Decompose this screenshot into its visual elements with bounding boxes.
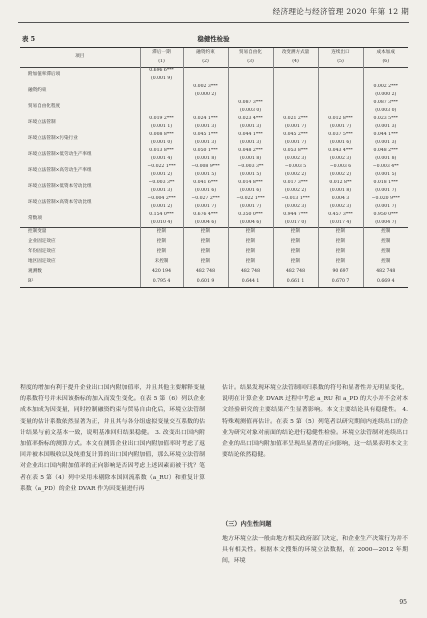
table-title: 稳健性检验 xyxy=(197,35,230,43)
se-cell: (0.001 2) xyxy=(140,204,183,212)
se-cell: (0.001 8) xyxy=(228,156,273,164)
journal-title: 经济理论与经济管理 2020 年第 12 期 xyxy=(272,7,409,16)
coef-cell: 控制 xyxy=(273,258,318,268)
coef-cell: 0.154 0*** xyxy=(140,212,183,220)
table-row xyxy=(20,212,408,220)
coef-cell: 0.024 1*** xyxy=(183,116,228,124)
coef-cell: 0.014 8*** xyxy=(228,180,273,188)
se-cell: (0.002 3) xyxy=(318,156,363,164)
se-cell: (0.001 1) xyxy=(140,124,183,132)
se-cell xyxy=(228,76,273,84)
item-header: 项目 xyxy=(20,48,140,68)
se-cell: (0.001 7) xyxy=(273,124,318,132)
se-cell xyxy=(140,108,183,116)
running-header xyxy=(18,6,409,22)
header-rule xyxy=(18,22,409,23)
row-label: 常数项 xyxy=(28,215,42,221)
coef-cell: 控制 xyxy=(363,238,408,248)
column-number: (1) xyxy=(140,59,183,68)
se-cell: (0.004 7) xyxy=(363,220,408,228)
coef-cell: 控制 xyxy=(273,238,318,248)
se-cell xyxy=(273,76,318,84)
coef-cell: 0.670 7 xyxy=(318,278,363,288)
robustness-table xyxy=(20,47,408,288)
se-cell: (0.001 3) xyxy=(363,140,408,148)
se-cell: (0.001 6) xyxy=(228,188,273,196)
coef-cell: 控制 xyxy=(318,258,363,268)
column-number: (5) xyxy=(318,59,363,68)
se-cell: (0.001 8) xyxy=(318,188,363,196)
se-cell: (0.001 5) xyxy=(183,172,228,180)
coef-cell xyxy=(318,100,363,108)
coef-cell: 控制 xyxy=(318,238,363,248)
coef-cell: 控制 xyxy=(183,238,228,248)
table-caption xyxy=(0,34,427,46)
coef-cell: 0.661 1 xyxy=(273,278,318,288)
coef-cell: 控制 xyxy=(363,228,408,238)
coef-cell xyxy=(183,100,228,108)
coef-cell xyxy=(273,100,318,108)
coef-cell: 0.644 1 xyxy=(228,278,273,288)
coef-cell: 0.018 1*** xyxy=(363,180,408,188)
table-row xyxy=(20,68,408,76)
se-cell: (0.017 0) xyxy=(273,220,318,228)
row-label: 环境立法管制×低资本劳动比组 xyxy=(28,184,92,190)
column-number: (6) xyxy=(363,59,408,68)
se-cell xyxy=(183,76,228,84)
coef-cell xyxy=(140,100,183,108)
coef-cell: 未控制 xyxy=(140,258,183,268)
paragraph-right-continued: 地方环境立法一般由地方相关政府部门决定，和企业生产决策行为并不具有相关性。根据本文搜集的环境立法数据，在 2000—2012 年期间，环境 xyxy=(222,536,408,565)
table-row xyxy=(20,132,408,140)
se-cell: (0.001 3) xyxy=(228,140,273,148)
coef-cell: 0.696 6*** xyxy=(140,68,183,76)
row-label: 观测数 xyxy=(28,269,42,275)
coef-cell: 0.050 1*** xyxy=(183,148,228,156)
se-cell xyxy=(273,108,318,116)
coef-cell: 0.669 4 xyxy=(363,278,408,288)
row-label: 地区固定效应 xyxy=(28,259,56,265)
table-row xyxy=(20,268,408,278)
coef-cell xyxy=(318,68,363,76)
table-row xyxy=(20,84,408,92)
se-cell: (0.002 3) xyxy=(273,156,318,164)
coef-cell: 控制 xyxy=(318,248,363,258)
row-label: 环境立法管制×高劳动生产率组 xyxy=(28,168,92,174)
coef-cell: 控制 xyxy=(183,228,228,238)
row-label: 贸易自由化程度 xyxy=(28,104,61,110)
coef-cell: 0.002 3*** xyxy=(183,84,228,92)
coef-cell: 控制 xyxy=(183,248,228,258)
coef-cell: 0.021 2*** xyxy=(273,116,318,124)
coef-cell: 0.023 4*** xyxy=(228,116,273,124)
coef-cell: −0.003 5 xyxy=(273,164,318,172)
se-cell: (0.000 2) xyxy=(183,92,228,100)
column-number: (3) xyxy=(228,59,273,68)
table-row xyxy=(20,164,408,172)
coef-cell: 控制 xyxy=(228,228,273,238)
table-row xyxy=(20,238,408,248)
coef-cell: −0.004 2*** xyxy=(140,196,183,204)
se-cell: (0.001 7) xyxy=(228,204,273,212)
coef-cell: 482 748 xyxy=(228,268,273,278)
row-label: 环境立法管制×低劳动生产率组 xyxy=(28,152,92,158)
coef-cell: 0.023 5*** xyxy=(363,116,408,124)
body-text-right-continued xyxy=(222,534,408,568)
coef-cell: 482 748 xyxy=(183,268,228,278)
se-cell: (0.001 8) xyxy=(363,156,408,164)
se-cell: (0.001 7) xyxy=(363,188,408,196)
se-cell: (0.004 6) xyxy=(183,220,228,228)
coef-cell: 控制 xyxy=(363,248,408,258)
row-label: 附加值率滞后项 xyxy=(20,68,140,84)
coef-cell: 0.044 1*** xyxy=(363,132,408,140)
se-cell: (0.001 5) xyxy=(228,172,273,180)
coef-cell: 420 194 xyxy=(140,268,183,278)
coef-cell: 控制 xyxy=(273,248,318,258)
column-header: 连续出口 xyxy=(318,48,363,59)
coef-cell: 0.601 9 xyxy=(183,278,228,288)
table-row xyxy=(20,180,408,188)
table-row xyxy=(20,116,408,124)
coef-cell: 0.012 8*** xyxy=(318,116,363,124)
column-number: (4) xyxy=(273,59,318,68)
coef-cell: 控制 xyxy=(228,238,273,248)
se-cell: (0.001 3) xyxy=(183,140,228,148)
coef-cell: 0.087 3*** xyxy=(363,100,408,108)
se-cell: (0.002 3) xyxy=(273,204,318,212)
coef-cell xyxy=(183,68,228,76)
table-row xyxy=(20,196,408,204)
se-cell xyxy=(363,76,408,84)
coef-cell: 0.044 1*** xyxy=(228,132,273,140)
table-row xyxy=(20,148,408,156)
coef-cell: 482 748 xyxy=(273,268,318,278)
coef-cell: 控制 xyxy=(183,258,228,268)
se-cell: (0.001 6) xyxy=(183,188,228,196)
se-cell: (0.001 3) xyxy=(228,124,273,132)
se-cell: (0.000 2) xyxy=(363,92,408,100)
column-number: (2) xyxy=(183,59,228,68)
se-cell: (0.002 2) xyxy=(318,172,363,180)
coef-cell: 90 697 xyxy=(318,268,363,278)
se-cell: (0.004 6) xyxy=(228,220,273,228)
coef-cell: 控制 xyxy=(228,258,273,268)
coef-cell: 0.048 2*** xyxy=(363,148,408,156)
table-row xyxy=(20,258,408,268)
coef-cell: 控制 xyxy=(140,238,183,248)
coef-cell: 0.041 6*** xyxy=(183,180,228,188)
paragraph-left: 程度的增加有利于提升企业出口国内附加值率，并且其他主要解释变量的系数符号并未因该指标的加入而发生变化。在表 5 第（6）列以企业成本加成为因变量，同时控制融资约束与贸易自由化后，环境立法管制变量的估计系数依然显著为正，并且其与各分组虚拟变量交互系数的估计结果与前文基本一致，说明基准回归结果稳健。 3. 改变出口国内附加值率指标的测算方式。本文在测算企业出口国内附加值率时考虑了返回并被本国吸收以及纯重复计算的出口国内附加值，那么环境立法管制对企业出口国内附加值率的正向影响是否因考虑上述因素而被干扰？笔者在表 5 第（4）列中采用未剔除本国回流系数（a_RU）和重复计算系数（a_PD）的企业 DVAR 作为因变量进行再 xyxy=(20,385,205,492)
se-cell: (0.001 2) xyxy=(140,172,183,180)
se-cell: (0.001 7) xyxy=(318,124,363,132)
coef-cell: 0.944 7*** xyxy=(273,212,318,220)
body-text-right xyxy=(222,383,408,461)
coef-cell xyxy=(228,68,273,76)
se-cell: (0.002 2) xyxy=(273,172,318,180)
se-cell: (0.001 8) xyxy=(183,156,228,164)
column-header: 融资约束 xyxy=(183,48,228,59)
coef-cell: 0.013 8*** xyxy=(140,148,183,156)
coef-cell xyxy=(318,84,363,92)
se-cell: (0.001 3) xyxy=(363,124,408,132)
coef-cell: −0.013 1*** xyxy=(273,196,318,204)
se-cell xyxy=(183,108,228,116)
se-cell: (0.001 7) xyxy=(273,140,318,148)
se-cell: (0.001 5) xyxy=(363,172,408,180)
coef-cell: 0.019 2*** xyxy=(140,116,183,124)
row-label: 企业固定效应 xyxy=(28,239,56,245)
coef-cell: 0.350 0*** xyxy=(228,212,273,220)
se-cell xyxy=(318,76,363,84)
coef-cell: 0.008 8*** xyxy=(140,132,183,140)
coef-cell: 0.045 1*** xyxy=(183,132,228,140)
coef-cell: 控制 xyxy=(363,258,408,268)
coef-cell: 0.002 2*** xyxy=(363,84,408,92)
coef-cell: −0.022 1*** xyxy=(228,196,273,204)
coef-cell: 0.048 2*** xyxy=(228,148,273,156)
se-cell xyxy=(273,92,318,100)
se-cell: (0.002 2) xyxy=(273,188,318,196)
table-row xyxy=(20,100,408,108)
row-label: 环境立法管制×高资本劳动比组 xyxy=(28,200,92,206)
coef-cell: 0.457 3*** xyxy=(318,212,363,220)
se-cell xyxy=(228,92,273,100)
coef-cell: −0.003 3** xyxy=(228,164,273,172)
row-label: R² xyxy=(20,278,140,288)
se-cell: (0.003 0) xyxy=(228,108,273,116)
coef-cell: 0.004 3 xyxy=(318,196,363,204)
se-cell: (0.002 3) xyxy=(318,204,363,212)
table-row xyxy=(20,228,408,238)
coef-cell: 0.795 4 xyxy=(140,278,183,288)
se-cell: (0.001 4) xyxy=(140,156,183,164)
table-row xyxy=(20,248,408,258)
row-label: 年份固定效应 xyxy=(28,249,56,255)
coef-cell: −0.003 3** xyxy=(140,180,183,188)
coef-cell: 控制 xyxy=(140,248,183,258)
coef-cell: 控制 xyxy=(318,228,363,238)
coef-cell: −0.022 1*** xyxy=(140,164,183,172)
coef-cell xyxy=(228,84,273,92)
column-header: 贸易自由化 xyxy=(228,48,273,59)
coef-cell: 控制 xyxy=(228,248,273,258)
coef-cell: −0.027 2*** xyxy=(183,196,228,204)
coef-cell: 482 748 xyxy=(363,268,408,278)
row-label: 融资约束 xyxy=(28,88,47,94)
se-cell: (0.001 3) xyxy=(183,124,228,132)
coef-cell xyxy=(363,68,408,76)
coef-cell: 0.045 2*** xyxy=(273,132,318,140)
se-cell: (0.010 4) xyxy=(140,220,183,228)
table-row xyxy=(20,278,408,288)
coef-cell: 0.087 3*** xyxy=(228,100,273,108)
coef-cell: −0.020 9*** xyxy=(363,196,408,204)
se-cell xyxy=(318,92,363,100)
se-cell: (0.001 7) xyxy=(363,204,408,212)
coef-cell: −0.003 4** xyxy=(363,164,408,172)
se-cell: (0.001 6) xyxy=(318,140,363,148)
se-cell xyxy=(140,92,183,100)
section-heading: （三）内生性问题 xyxy=(222,521,272,528)
se-cell: (0.003 0) xyxy=(363,108,408,116)
coef-cell: −0.003 6 xyxy=(318,164,363,172)
column-header: 成本加成 xyxy=(363,48,408,59)
coef-cell xyxy=(273,68,318,76)
se-cell: (0.001 3) xyxy=(140,188,183,196)
row-label: 环境立法管制×污染行业 xyxy=(28,136,78,142)
column-header: 改变测方式量 xyxy=(273,48,318,59)
coef-cell xyxy=(273,84,318,92)
se-cell: (0.017 4) xyxy=(318,220,363,228)
coef-cell: 0.043 4*** xyxy=(318,148,363,156)
coef-cell: 0.017 3*** xyxy=(273,180,318,188)
coef-cell: −0.008 9*** xyxy=(183,164,228,172)
se-cell: (0.001 7) xyxy=(183,204,228,212)
coef-cell: 0.053 8*** xyxy=(273,148,318,156)
table-number: 表 5 xyxy=(22,35,36,43)
coef-cell: 0.950 0*** xyxy=(363,212,408,220)
body-text-left xyxy=(20,383,205,495)
column-header: 滞后一期 xyxy=(140,48,183,59)
se-cell: (0.001 0) xyxy=(140,140,183,148)
page-number: 95 xyxy=(399,599,407,606)
coef-cell: 控制 xyxy=(140,228,183,238)
row-label: 环境立法管制 xyxy=(28,120,56,126)
coef-cell xyxy=(140,84,183,92)
se-cell: (0.001 9) xyxy=(140,76,183,84)
paragraph-right: 估计。结果发现环境立法管制回归系数的符号和显著性并无明显变化，说明在计算企业 DVAR 过程中考虑 a_RU 和 a_PD 的大小并不会对本文经验研究的主要结果产生显著影响。本文主要结论具有稳健性。 4. 特殊观测值再估计。在表 5 第（5）列笔者以研究期间内连续出口的企业为研究对象对前面的结论进行稳健性检验。环境立法管制对连续出口企业的出口国内附加值率呈现出显著的正向影响，这一结果表明本文主要结论依然稳健。 xyxy=(222,385,408,459)
coef-cell: 0.037 5*** xyxy=(318,132,363,140)
coef-cell: 控制 xyxy=(273,228,318,238)
coef-cell: 0.012 8** xyxy=(318,180,363,188)
row-label: 控制变量 xyxy=(20,228,140,238)
coef-cell: 0.676 4*** xyxy=(183,212,228,220)
se-cell xyxy=(318,108,363,116)
table-header-row xyxy=(20,48,408,59)
